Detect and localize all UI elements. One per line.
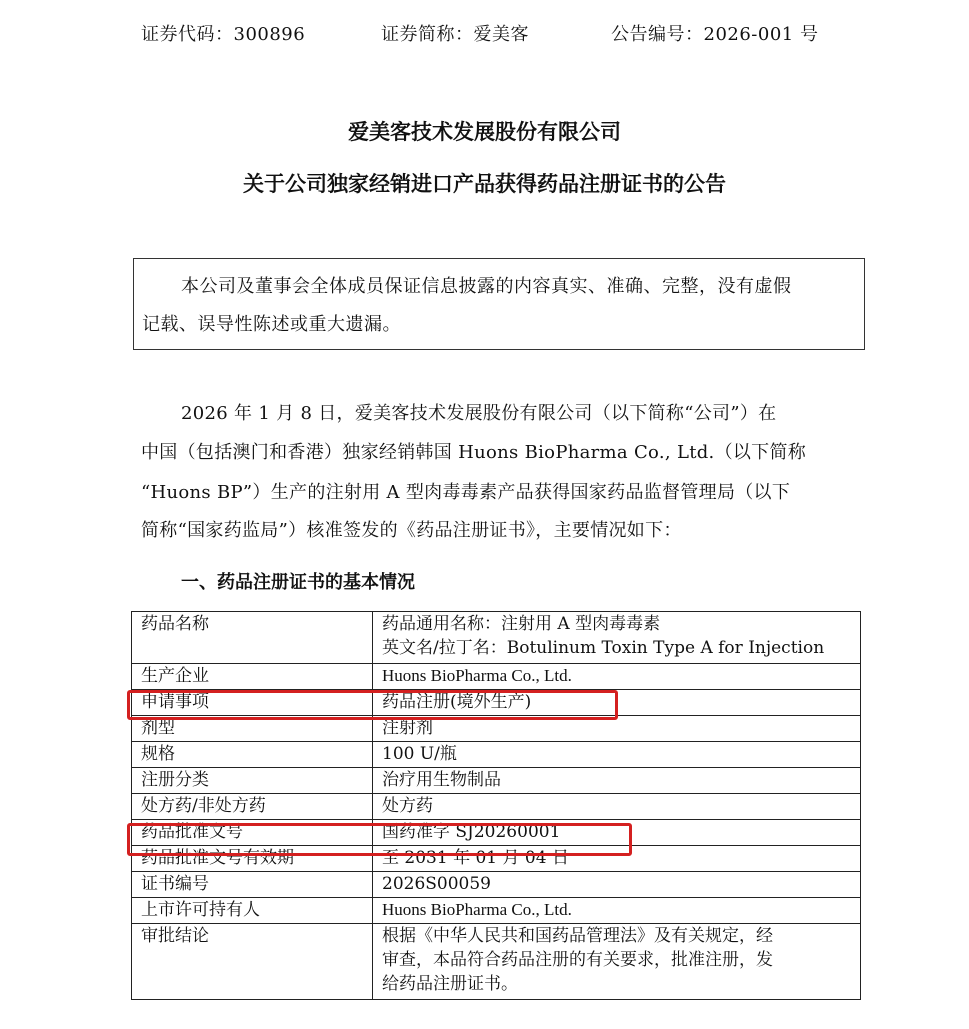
announcement-number: 公告编号：2026-001 号 bbox=[611, 24, 819, 45]
table-row bbox=[132, 742, 861, 768]
table-row bbox=[132, 768, 861, 794]
row-value: 100 U/瓶 bbox=[373, 742, 861, 768]
paragraph-line-1: 2026 年 1 月 8 日，爱美客技术发展股份有限公司（以下简称“公司”）在 bbox=[181, 403, 777, 424]
row-value bbox=[373, 898, 861, 924]
table-row bbox=[132, 664, 861, 690]
english-name: 英文名/拉丁名：Botulinum Toxin Type A for Injection bbox=[382, 638, 825, 658]
table-row bbox=[132, 898, 861, 924]
conclusion-line-1: 根据《中华人民共和国药品管理法》及有关规定，经 bbox=[382, 926, 773, 946]
row-label: 药品批准文号有效期 bbox=[132, 846, 373, 872]
table-row bbox=[132, 872, 861, 898]
conclusion-line-3: 给药品注册证书。 bbox=[382, 974, 518, 994]
disclosure-line-1: 本公司及董事会全体成员保证信息披露的内容真实、准确、完整，没有虚假 bbox=[181, 276, 792, 297]
highlight-application-item bbox=[127, 690, 618, 720]
paragraph-line-3: “Huons BP”）生产的注射用 A 型肉毒毒素产品获得国家药品监督管理局（以下 bbox=[141, 482, 791, 503]
disclosure-statement-box bbox=[133, 258, 865, 350]
manufacturer-value: Huons BioPharma Co., Ltd. bbox=[382, 666, 572, 685]
registration-info-table bbox=[131, 611, 861, 1000]
holder-value: Huons BioPharma Co., Ltd. bbox=[382, 900, 572, 919]
paragraph-line-4: 简称“国家药监局”）核准签发的《药品注册证书》，主要情况如下： bbox=[141, 520, 682, 541]
row-value bbox=[373, 664, 861, 690]
row-value: 药品注册(境外生产) bbox=[373, 690, 861, 716]
row-label: 证书编号 bbox=[132, 872, 373, 898]
row-label: 上市许可持有人 bbox=[132, 898, 373, 924]
row-value: 至 2031 年 01 月 04 日 bbox=[373, 846, 861, 872]
security-code: 证券代码：300896 bbox=[141, 24, 306, 45]
row-value: 治疗用生物制品 bbox=[373, 768, 861, 794]
row-label: 剂型 bbox=[132, 716, 373, 742]
section-heading: 一、药品注册证书的基本情况 bbox=[181, 572, 415, 593]
row-value: 2026S00059 bbox=[373, 872, 861, 898]
paragraph-line-2: 中国（包括澳门和香港）独家经销韩国 Huons BioPharma Co., Ltd.（以下简称 bbox=[141, 442, 807, 463]
conclusion-line-2: 审查，本品符合药品注册的有关要求，批准注册，发 bbox=[382, 950, 773, 970]
company-title: 爱美客技术发展股份有限公司 bbox=[348, 120, 621, 144]
disclosure-line-2: 记载、误导性陈述或重大遗漏。 bbox=[142, 314, 401, 335]
row-value: 注射剂 bbox=[373, 716, 861, 742]
row-label: 处方药/非处方药 bbox=[132, 794, 373, 820]
row-label: 申请事项 bbox=[132, 690, 373, 716]
highlight-approval-number bbox=[127, 823, 632, 856]
row-label: 规格 bbox=[132, 742, 373, 768]
row-value: 国药准字 SJ20260001 bbox=[373, 820, 861, 846]
generic-name: 药品通用名称：注射用 A 型肉毒毒素 bbox=[382, 614, 661, 634]
row-label: 审批结论 bbox=[132, 924, 373, 1000]
row-value bbox=[373, 924, 861, 1000]
row-label: 药品批准文号 bbox=[132, 820, 373, 846]
table-row bbox=[132, 612, 861, 664]
table-row bbox=[132, 794, 861, 820]
row-value: 处方药 bbox=[373, 794, 861, 820]
row-label: 药品名称 bbox=[132, 612, 373, 664]
security-short-name: 证券简称：爱美客 bbox=[381, 24, 529, 45]
announcement-title: 关于公司独家经销进口产品获得药品注册证书的公告 bbox=[243, 172, 726, 196]
row-label: 注册分类 bbox=[132, 768, 373, 794]
row-value bbox=[373, 612, 861, 664]
table-row bbox=[132, 924, 861, 1000]
row-label: 生产企业 bbox=[132, 664, 373, 690]
